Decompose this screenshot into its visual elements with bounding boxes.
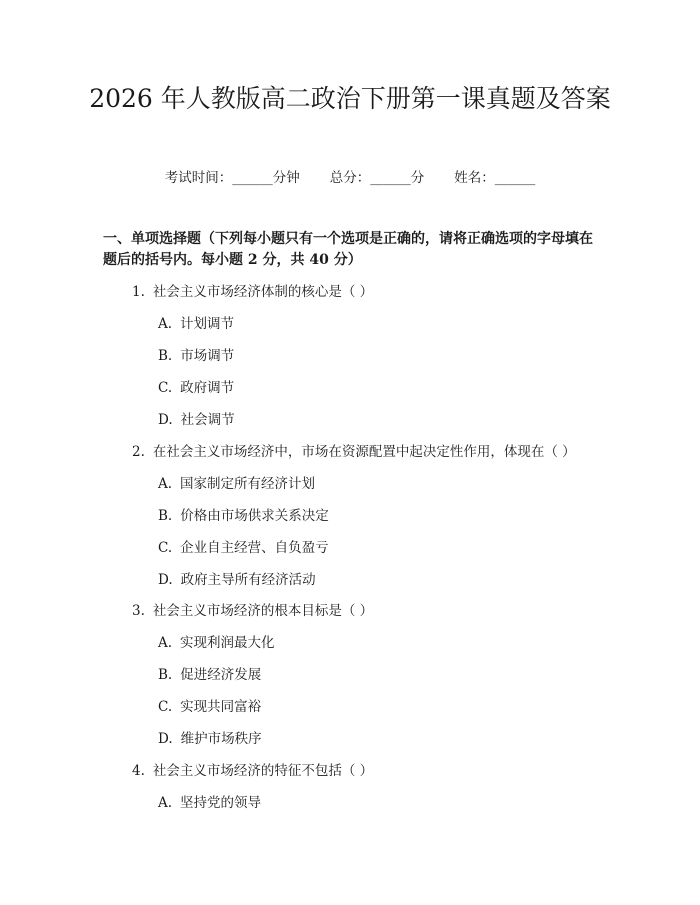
- option: [158, 474, 315, 494]
- total-score-label: 总分：______分: [329, 170, 425, 186]
- option-text: 维护市场秩序: [180, 731, 262, 747]
- question-text: 在社会主义市场经济中，市场在资源配置中起决定性作用，体现在（ ）: [152, 444, 576, 460]
- option-text: 政府调节: [180, 380, 235, 396]
- option-text: 政府主导所有经济活动: [180, 572, 316, 588]
- option: [158, 314, 234, 334]
- option-letter: D.: [158, 731, 173, 747]
- exam-meta: [0, 166, 700, 186]
- question-number: 4.: [132, 763, 145, 779]
- option: [158, 729, 262, 749]
- option-text: 促进经济发展: [180, 667, 262, 683]
- option: [158, 793, 261, 813]
- option-letter: A.: [158, 476, 173, 492]
- question-text: 社会主义市场经济的特征不包括（ ）: [152, 763, 374, 779]
- question-text: 社会主义市场经济体制的核心是（ ）: [152, 284, 374, 300]
- option: [158, 665, 261, 685]
- option: [158, 570, 316, 590]
- option-letter: A.: [158, 795, 173, 811]
- option-letter: A.: [158, 635, 173, 651]
- option-text: 价格由市场供求关系决定: [180, 508, 329, 524]
- option-letter: B.: [158, 348, 173, 364]
- option: [158, 633, 275, 653]
- option-text: 实现利润最大化: [180, 635, 275, 651]
- option: [158, 346, 234, 366]
- option-text: 市场调节: [180, 348, 235, 364]
- option-letter: B.: [158, 667, 173, 683]
- student-name-label: 姓名：______: [454, 170, 536, 186]
- question: [132, 442, 576, 462]
- option-text: 计划调节: [180, 316, 235, 332]
- option: [158, 697, 261, 717]
- option-letter: D.: [158, 412, 173, 428]
- option: [158, 410, 235, 430]
- option-letter: C.: [158, 699, 173, 715]
- option-text: 社会调节: [180, 412, 235, 428]
- option: [158, 378, 234, 398]
- question-number: 1.: [132, 284, 145, 300]
- question: [132, 761, 373, 781]
- option-text: 企业自主经营、自负盈亏: [180, 540, 329, 556]
- question: [132, 601, 373, 621]
- question-text: 社会主义市场经济的根本目标是（ ）: [152, 603, 374, 619]
- option: [158, 506, 329, 526]
- option-text: 国家制定所有经济计划: [180, 476, 316, 492]
- section-header: 一、单项选择题（下列每小题只有一个选项是正确的，请将正确选项的字母填在题后的括号内。每小题 2 分，共 40 分）: [103, 231, 593, 268]
- document-title: 2026 年人教版高二政治下册第一课真题及答案: [89, 84, 611, 113]
- question-number: 2.: [132, 444, 145, 460]
- option: [158, 538, 329, 558]
- option-letter: A.: [158, 316, 173, 332]
- option-letter: C.: [158, 380, 173, 396]
- question: [132, 282, 373, 302]
- option-text: 实现共同富裕: [180, 699, 262, 715]
- option-letter: D.: [158, 572, 173, 588]
- question-number: 3.: [132, 603, 145, 619]
- option-text: 坚持党的领导: [180, 795, 262, 811]
- exam-time-label: 考试时间：______分钟: [164, 170, 300, 186]
- option-letter: C.: [158, 540, 173, 556]
- option-letter: B.: [158, 508, 173, 524]
